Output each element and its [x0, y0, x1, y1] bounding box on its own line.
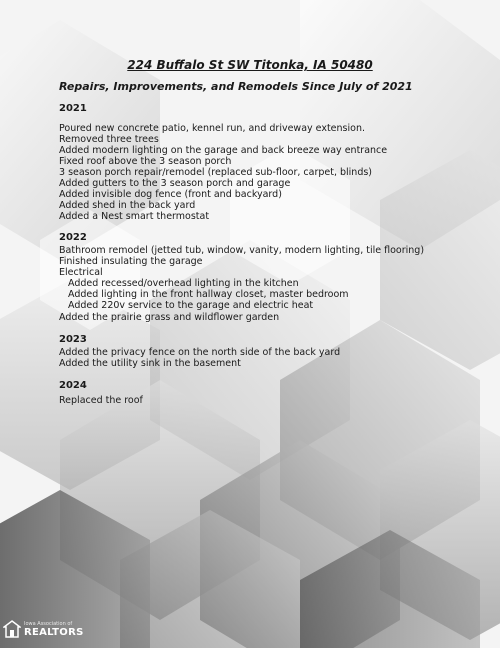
document-subtitle: Repairs, Improvements, and Remodels Since July of 2021 [59, 80, 413, 93]
year-heading-2023: 2023 [59, 334, 87, 345]
list-item: Replaced the roof [59, 395, 143, 406]
list-item: Added gutters to the 3 season porch and garage [59, 178, 291, 189]
list-item: Poured new concrete patio, kennel run, and driveway extension. [59, 123, 365, 134]
list-item: Added 220v service to the garage and electric heat [68, 300, 314, 311]
list-item: Finished insulating the garage [59, 256, 203, 267]
logo-small-text: Iowa Association of [24, 620, 73, 627]
list-item: Added lighting in the front hallway closet, master bedroom [68, 289, 349, 300]
list-item: Added the prairie grass and wildflower garden [59, 312, 280, 323]
list-item: Fixed roof above the 3 season porch [59, 156, 232, 167]
year-heading-2022: 2022 [59, 232, 87, 243]
list-item: Bathroom remodel (jetted tub, window, vanity, modern lighting, tile flooring) [59, 245, 425, 256]
list-item: Added shed in the back yard [59, 200, 196, 211]
year-heading-2024: 2024 [59, 380, 87, 391]
document-title: 224 Buffalo St SW Titonka, IA 50480 [127, 58, 373, 72]
year-heading-2021: 2021 [59, 103, 87, 114]
list-item: Added the privacy fence on the north side of the back yard [59, 347, 341, 358]
list-item: Added modern lighting on the garage and back breeze way entrance [59, 145, 388, 156]
list-item: Removed three trees [59, 134, 159, 145]
list-item: Added recessed/overhead lighting in the kitchen [68, 278, 299, 289]
realtors-logo [3, 620, 84, 638]
list-item: Electrical [59, 267, 103, 278]
house-icon [3, 620, 21, 638]
list-item: Added invisible dog fence (front and backyard) [59, 189, 282, 200]
list-item: Added the utility sink in the basement [59, 358, 241, 369]
list-item: 3 season porch repair/remodel (replaced sub-floor, carpet, blinds) [59, 167, 373, 178]
list-item: Added a Nest smart thermostat [59, 211, 210, 222]
logo-big-text: REALTORS [24, 626, 84, 638]
